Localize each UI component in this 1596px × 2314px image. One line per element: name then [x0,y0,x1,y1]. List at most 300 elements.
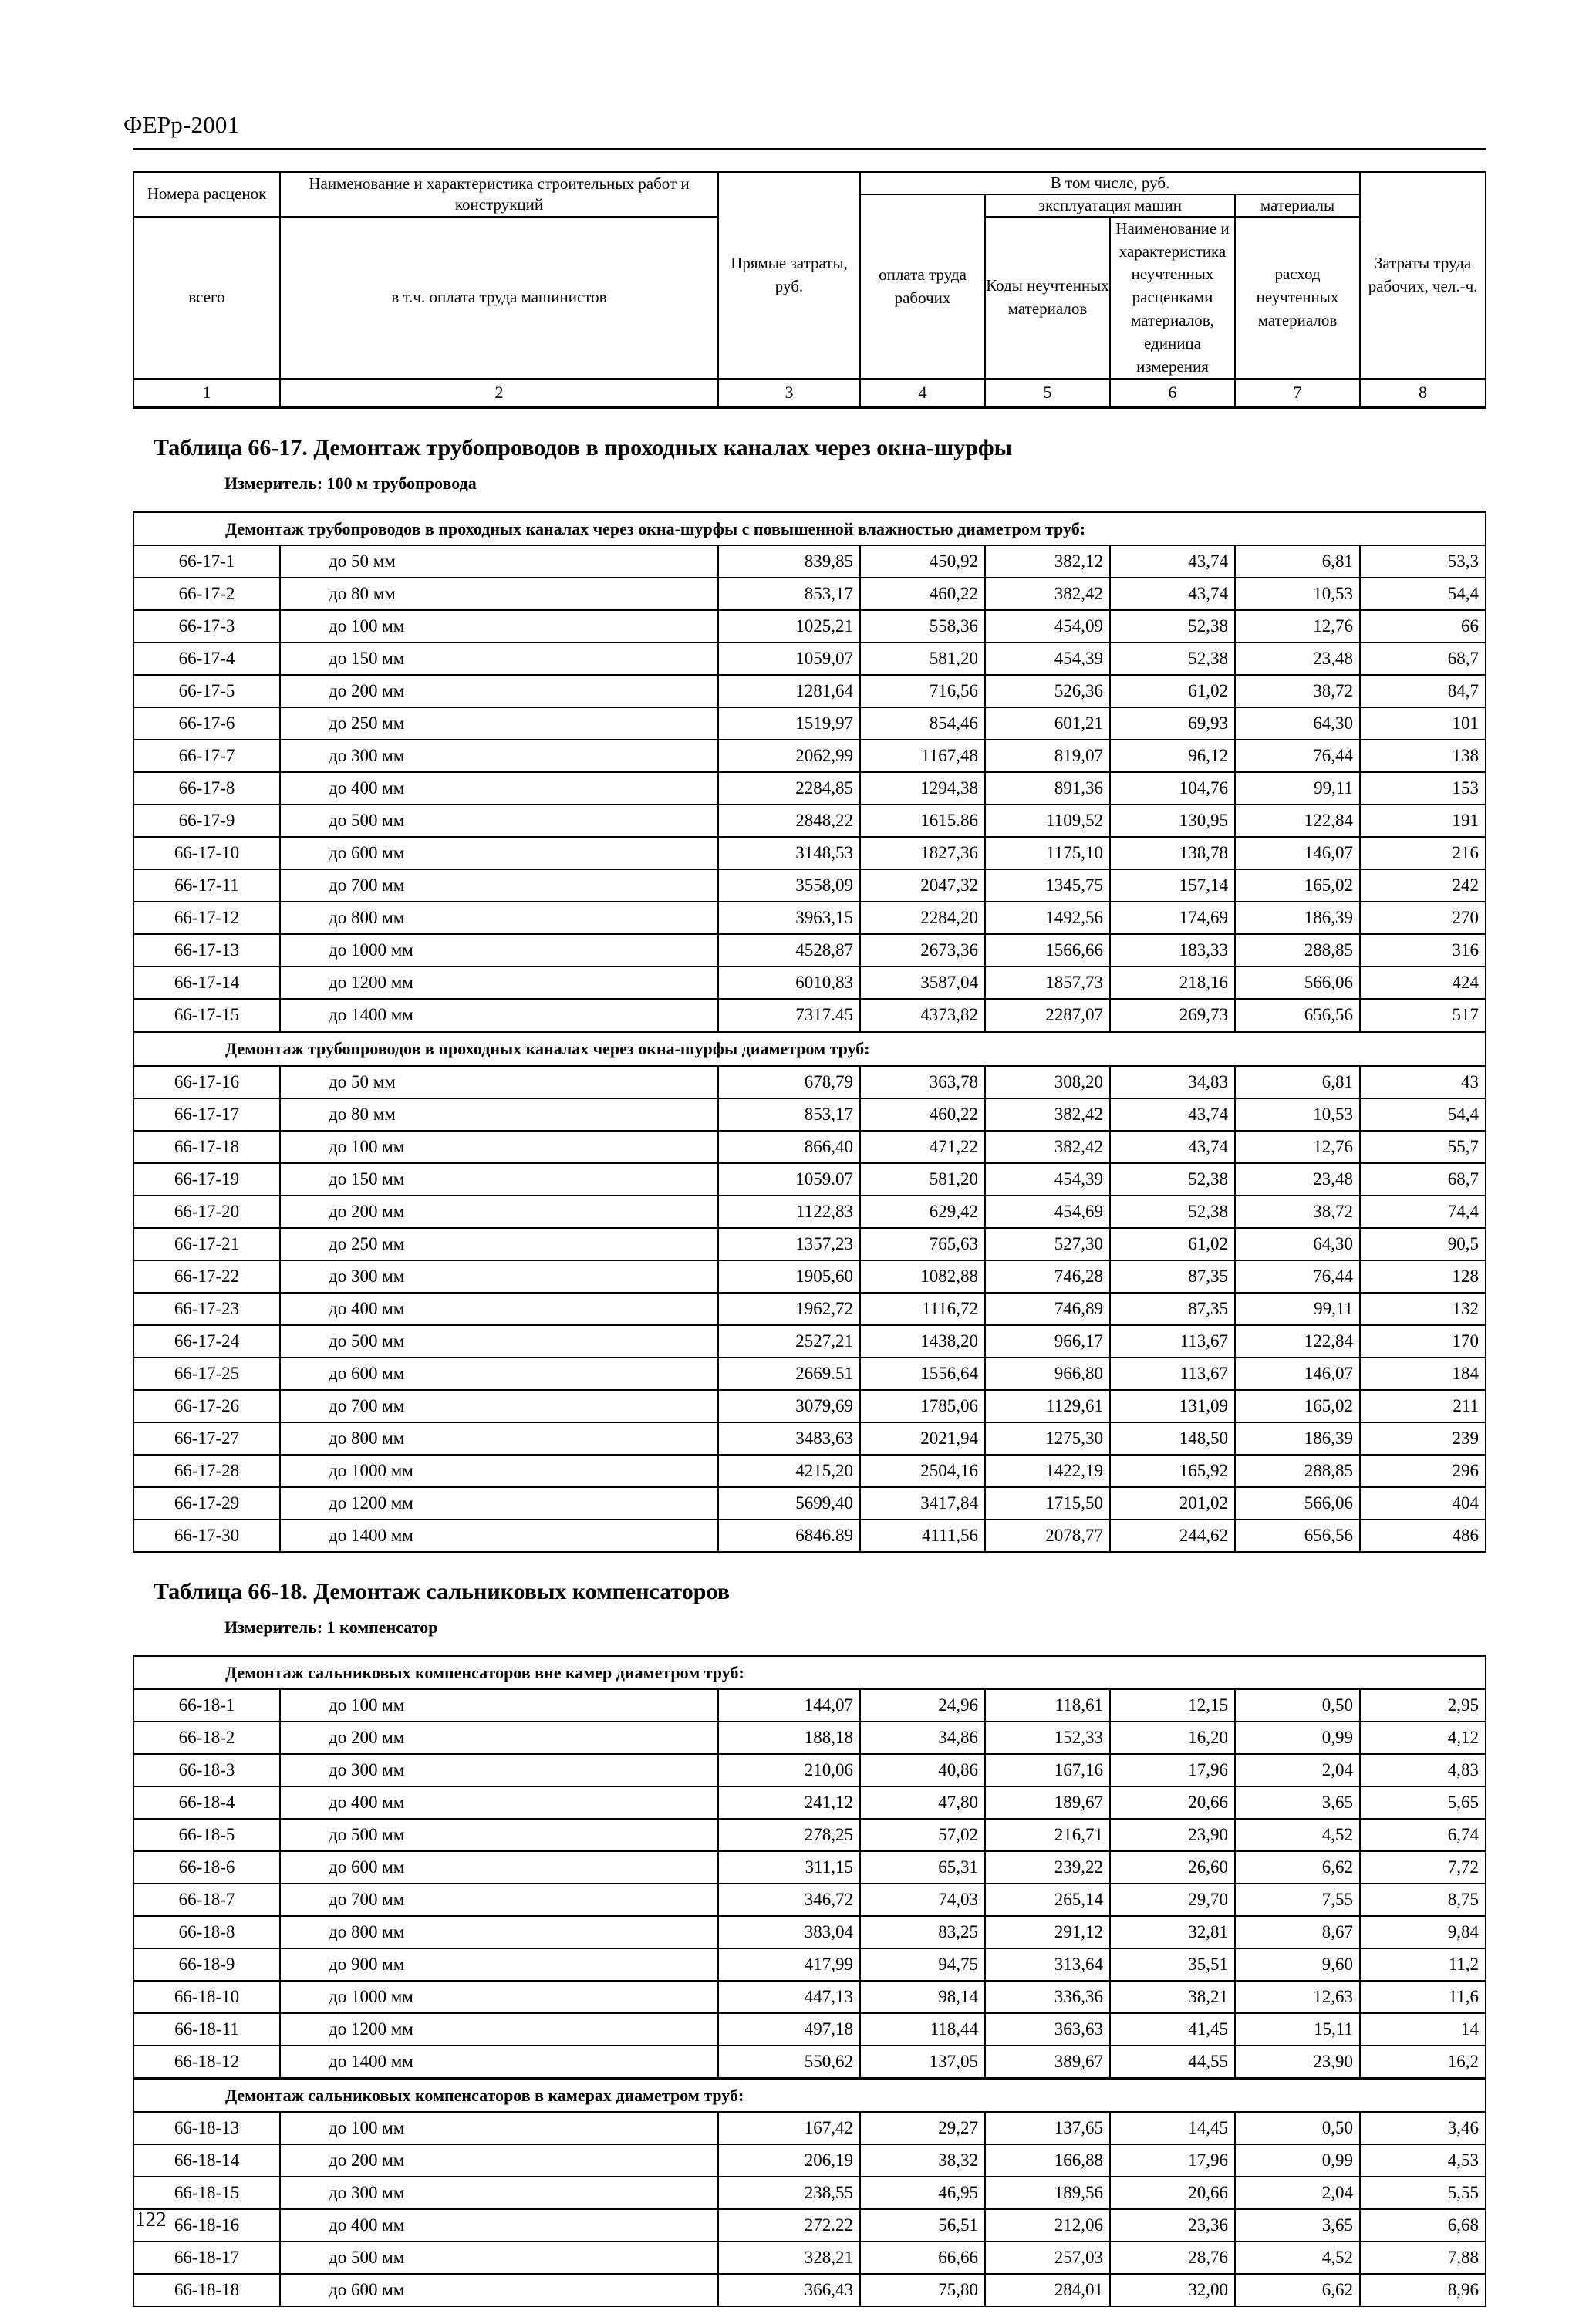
cell-value-7: 99,11 [1235,1293,1360,1325]
cell-code: 66-18-13 [133,2112,280,2144]
table-row [133,1325,1486,1358]
table-row [133,707,1486,740]
cell-name: до 800 мм [280,902,718,934]
cell-value-6: 165,92 [1110,1455,1235,1487]
cell-value-4: 46,95 [860,2177,985,2209]
cell-value-5: 601,21 [985,707,1110,740]
cell-value-6: 157,14 [1110,869,1235,902]
cell-code: 66-17-19 [133,1163,280,1196]
cell-code: 66-17-10 [133,837,280,869]
cell-value-5: 454,09 [985,610,1110,643]
cell-value-3: 4528,87 [718,934,860,966]
cell-value-3: 853,17 [718,578,860,610]
cell-value-7: 8,67 [1235,1916,1360,1948]
cell-code: 66-17-1 [133,545,280,578]
cell-name: до 1400 мм [280,999,718,1032]
cell-value-3: 1519,97 [718,707,860,740]
header-col6: в т.ч. оплата труда машинистов [280,217,718,379]
cell-name: до 300 мм [280,740,718,772]
cell-value-4: 83,25 [860,1916,985,1948]
table-row [133,1487,1486,1520]
cell-value-8: 170 [1360,1325,1486,1358]
cell-value-8: 66 [1360,610,1486,643]
cell-value-4: 34,86 [860,1722,985,1754]
cell-value-5: 2287,07 [985,999,1110,1032]
cell-value-7: 122,84 [1235,805,1360,837]
table-meter: Измеритель: 100 м трубопровода [224,474,477,494]
cell-value-6: 113,67 [1110,1325,1235,1358]
cell-value-3: 2669.51 [718,1358,860,1390]
cell-value-5: 336,36 [985,1981,1110,2013]
cell-value-5: 166,88 [985,2144,1110,2177]
cell-value-8: 270 [1360,902,1486,934]
cell-code: 66-17-22 [133,1260,280,1293]
cell-name: до 300 мм [280,2177,718,2209]
cell-name: до 80 мм [280,578,718,610]
cell-value-8: 5,65 [1360,1786,1486,1819]
table-row [133,1722,1486,1754]
table-row [133,2144,1486,2177]
cell-value-7: 7,55 [1235,1884,1360,1916]
header-group-machines: эксплуатация машин [985,194,1235,217]
cell-code: 66-18-17 [133,2241,280,2274]
cell-code: 66-18-11 [133,2013,280,2046]
cell-value-5: 313,64 [985,1948,1110,1981]
cell-value-4: 2021,94 [860,1422,985,1455]
cell-value-5: 966,80 [985,1358,1110,1390]
cell-value-5: 819,07 [985,740,1110,772]
cell-value-3: 144,07 [718,1689,860,1722]
table-caption-block-1 [133,408,1486,512]
cell-name: до 600 мм [280,2274,718,2306]
table-row [133,2177,1486,2209]
cell-value-8: 90,5 [1360,1228,1486,1260]
cell-name: до 600 мм [280,837,718,869]
cell-value-6: 61,02 [1110,675,1235,707]
table-row [133,1358,1486,1390]
cell-value-4: 1556,64 [860,1358,985,1390]
cell-value-6: 52,38 [1110,1196,1235,1228]
cell-value-5: 382,42 [985,578,1110,610]
cell-value-5: 382,42 [985,1098,1110,1131]
cell-value-6: 52,38 [1110,643,1235,675]
header-col2-bottom: Наименование и характеристика неучтенных расценками материалов, единица измерения [1110,217,1235,379]
table-row [133,902,1486,934]
cell-name: до 50 мм [280,545,718,578]
group-heading-row [133,1032,1486,1066]
table-row [133,1066,1486,1098]
group-heading-row [133,2078,1486,2112]
cell-value-4: 854,46 [860,707,985,740]
cell-value-3: 241,12 [718,1786,860,1819]
cell-value-3: 3963,15 [718,902,860,934]
cell-value-6: 44,55 [1110,2046,1235,2079]
cell-name: до 900 мм [280,1948,718,1981]
cell-value-3: 5699,40 [718,1487,860,1520]
cell-value-8: 2,95 [1360,1689,1486,1722]
cell-name: до 150 мм [280,643,718,675]
cell-value-5: 1345,75 [985,869,1110,902]
column-number-3: 3 [718,379,860,408]
cell-value-8: 296 [1360,1455,1486,1487]
cell-value-8: 6,68 [1360,2209,1486,2241]
cell-value-5: 363,63 [985,2013,1110,2046]
cell-value-4: 98,14 [860,1981,985,2013]
table-row [133,2013,1486,2046]
cell-value-3: 497,18 [718,2013,860,2046]
cell-value-8: 424 [1360,966,1486,999]
cell-code: 66-17-13 [133,934,280,966]
cell-value-8: 101 [1360,707,1486,740]
table-meter: Измеритель: 1 компенсатор [224,1617,438,1637]
cell-value-5: 212,06 [985,2209,1110,2241]
cell-value-7: 165,02 [1235,869,1360,902]
cell-value-3: 3558,09 [718,869,860,902]
cell-value-4: 558,36 [860,610,985,643]
cell-code: 66-17-8 [133,772,280,805]
cell-value-3: 3079,69 [718,1390,860,1422]
table-row [133,966,1486,999]
cell-value-4: 3587,04 [860,966,985,999]
cell-value-5: 291,12 [985,1916,1110,1948]
cell-name: до 1200 мм [280,2013,718,2046]
cell-name: до 200 мм [280,1196,718,1228]
cell-value-3: 188,18 [718,1722,860,1754]
running-head: ФЕРр-2001 [123,111,240,138]
cell-value-7: 6,81 [1235,1066,1360,1098]
cell-code: 66-18-2 [133,1722,280,1754]
cell-name: до 100 мм [280,1131,718,1163]
cell-value-4: 94,75 [860,1948,985,1981]
cell-value-4: 1082,88 [860,1260,985,1293]
cell-value-6: 20,66 [1110,1786,1235,1819]
cell-value-4: 2047,32 [860,869,985,902]
cell-value-5: 382,12 [985,545,1110,578]
cell-name: до 1200 мм [280,966,718,999]
cell-value-8: 8,75 [1360,1884,1486,1916]
table-row [133,1819,1486,1851]
cell-value-5: 382,42 [985,1131,1110,1163]
cell-code: 66-18-16 [133,2209,280,2241]
cell-value-7: 38,72 [1235,1196,1360,1228]
cell-value-7: 23,48 [1235,643,1360,675]
cell-value-3: 328,21 [718,2241,860,2274]
cell-value-5: 527,30 [985,1228,1110,1260]
cell-value-5: 1109,52 [985,805,1110,837]
cell-name: до 700 мм [280,869,718,902]
cell-value-5: 167,16 [985,1754,1110,1786]
cell-value-4: 47,80 [860,1786,985,1819]
cell-value-8: 53,3 [1360,545,1486,578]
column-number-row [133,379,1486,408]
cell-code: 66-17-29 [133,1487,280,1520]
cell-value-6: 87,35 [1110,1293,1235,1325]
cell-value-6: 52,38 [1110,610,1235,643]
cell-value-3: 383,04 [718,1916,860,1948]
cell-name: до 1000 мм [280,1981,718,2013]
cell-code: 66-18-8 [133,1916,280,1948]
cell-value-7: 9,60 [1235,1948,1360,1981]
column-number-6: 6 [1110,379,1235,408]
cell-value-6: 41,45 [1110,2013,1235,2046]
cell-value-6: 28,76 [1110,2241,1235,2274]
cell-value-8: 316 [1360,934,1486,966]
cell-code: 66-17-23 [133,1293,280,1325]
table-header-row-1 [133,172,1486,194]
cell-name: до 1000 мм [280,934,718,966]
column-number-8: 8 [1360,379,1486,408]
cell-value-5: 1492,56 [985,902,1110,934]
caption-cell [133,1552,1486,1656]
cell-value-4: 450,92 [860,545,985,578]
cell-value-5: 1129,61 [985,1390,1110,1422]
cell-value-7: 0,50 [1235,2112,1360,2144]
table-caption-block-2 [133,1552,1486,1656]
cell-value-7: 566,06 [1235,966,1360,999]
cell-value-5: 137,65 [985,2112,1110,2144]
group-heading: Демонтаж сальниковых компенсаторов в камерах диаметром труб: [133,2078,1486,2112]
cell-value-8: 54,4 [1360,578,1486,610]
cell-code: 66-18-15 [133,2177,280,2209]
table-row [133,1948,1486,1981]
cell-value-8: 404 [1360,1487,1486,1520]
cell-value-7: 4,52 [1235,2241,1360,2274]
cell-code: 66-17-28 [133,1455,280,1487]
cell-value-8: 184 [1360,1358,1486,1390]
cell-value-6: 32,81 [1110,1916,1235,1948]
cell-value-8: 517 [1360,999,1486,1032]
cell-value-5: 152,33 [985,1722,1110,1754]
cell-value-8: 43 [1360,1066,1486,1098]
cell-value-7: 165,02 [1235,1390,1360,1422]
cell-value-7: 3,65 [1235,1786,1360,1819]
cell-value-3: 366,43 [718,2274,860,2306]
cell-value-8: 54,4 [1360,1098,1486,1131]
cell-value-8: 486 [1360,1520,1486,1552]
cell-name: до 600 мм [280,1851,718,1884]
cell-value-4: 1615.86 [860,805,985,837]
cell-value-8: 242 [1360,869,1486,902]
cell-value-3: 2848,22 [718,805,860,837]
cell-code: 66-17-25 [133,1358,280,1390]
cell-value-5: 966,17 [985,1325,1110,1358]
cell-name: до 250 мм [280,1228,718,1260]
price-table [133,171,1486,2307]
cell-value-8: 4,83 [1360,1754,1486,1786]
cell-code: 66-17-7 [133,740,280,772]
cell-code: 66-18-6 [133,1851,280,1884]
cell-value-4: 57,02 [860,1819,985,1851]
cell-value-6: 174,69 [1110,902,1235,934]
cell-value-4: 118,44 [860,2013,985,2046]
cell-name: до 400 мм [280,1786,718,1819]
cell-value-8: 55,7 [1360,1131,1486,1163]
cell-value-6: 43,74 [1110,1131,1235,1163]
table-row [133,2046,1486,2079]
cell-value-3: 210,06 [718,1754,860,1786]
cell-value-3: 3483,63 [718,1422,860,1455]
cell-code: 66-17-20 [133,1196,280,1228]
cell-name: до 300 мм [280,1260,718,1293]
cell-value-4: 74,03 [860,1884,985,1916]
column-number-5: 5 [985,379,1110,408]
header-col1-top: Номера расценок [133,172,280,217]
cell-value-7: 122,84 [1235,1325,1360,1358]
cell-value-7: 2,04 [1235,1754,1360,1786]
table-row [133,578,1486,610]
running-head-rule [133,148,1486,150]
cell-code: 66-17-16 [133,1066,280,1098]
cell-name: до 50 мм [280,1066,718,1098]
cell-code: 66-18-3 [133,1754,280,1786]
header-col5: всего [133,217,280,379]
cell-value-6: 244,62 [1110,1520,1235,1552]
cell-value-3: 6010,83 [718,966,860,999]
cell-code: 66-17-4 [133,643,280,675]
column-number-7: 7 [1235,379,1360,408]
cell-code: 66-18-7 [133,1884,280,1916]
cell-value-6: 201,02 [1110,1487,1235,1520]
cell-value-4: 363,78 [860,1066,985,1098]
cell-value-8: 211 [1360,1390,1486,1422]
cell-name: до 400 мм [280,2209,718,2241]
cell-code: 66-17-11 [133,869,280,902]
cell-value-3: 678,79 [718,1066,860,1098]
cell-code: 66-17-21 [133,1228,280,1260]
cell-value-4: 40,86 [860,1754,985,1786]
group-heading: Демонтаж трубопроводов в проходных каналах через окна-шурфы с повышенной влажностью диаметром труб: [133,512,1486,546]
cell-name: до 800 мм [280,1422,718,1455]
cell-value-5: 1715,50 [985,1487,1110,1520]
cell-value-3: 3148,53 [718,837,860,869]
cell-value-6: 34,83 [1110,1066,1235,1098]
cell-code: 66-18-1 [133,1689,280,1722]
cell-value-8: 3,46 [1360,2112,1486,2144]
cell-value-4: 2504,16 [860,1455,985,1487]
cell-value-6: 23,90 [1110,1819,1235,1851]
cell-name: до 1400 мм [280,1520,718,1552]
cell-value-7: 3,65 [1235,2209,1360,2241]
table-row [133,999,1486,1032]
table-title: Таблица 66-17. Демонтаж трубопроводов в проходных каналах через окна-шурфы [154,435,1013,461]
cell-value-6: 16,20 [1110,1722,1235,1754]
cell-code: 66-18-12 [133,2046,280,2079]
cell-value-3: 1059,07 [718,643,860,675]
cell-value-4: 29,27 [860,2112,985,2144]
cell-code: 66-17-6 [133,707,280,740]
cell-name: до 1000 мм [280,1455,718,1487]
cell-value-4: 460,22 [860,578,985,610]
cell-value-6: 269,73 [1110,999,1235,1032]
cell-value-4: 1294,38 [860,772,985,805]
cell-value-7: 4,52 [1235,1819,1360,1851]
table-row [133,2274,1486,2306]
cell-value-5: 454,39 [985,643,1110,675]
cell-value-8: 11,2 [1360,1948,1486,1981]
cell-name: до 400 мм [280,772,718,805]
cell-value-7: 99,11 [1235,772,1360,805]
cell-code: 66-17-27 [133,1422,280,1455]
cell-value-3: 1281,64 [718,675,860,707]
cell-value-6: 96,12 [1110,740,1235,772]
cell-name: до 150 мм [280,1163,718,1196]
cell-value-8: 153 [1360,772,1486,805]
header-group-total: В том числе, руб. [860,172,1360,194]
table-row [133,545,1486,578]
cell-value-7: 0,99 [1235,2144,1360,2177]
cell-value-6: 218,16 [1110,966,1235,999]
cell-value-8: 216 [1360,837,1486,869]
cell-value-8: 7,88 [1360,2241,1486,2274]
cell-value-7: 656,56 [1235,1520,1360,1552]
cell-value-4: 1785,06 [860,1390,985,1422]
cell-value-7: 64,30 [1235,707,1360,740]
cell-value-8: 6,74 [1360,1819,1486,1851]
cell-value-5: 265,14 [985,1884,1110,1916]
cell-name: до 700 мм [280,1390,718,1422]
cell-value-4: 137,05 [860,2046,985,2079]
cell-value-5: 1857,73 [985,966,1110,999]
cell-name: до 400 мм [280,1293,718,1325]
header-col7: расход неучтенных материалов [1235,217,1360,379]
cell-value-3: 447,13 [718,1981,860,2013]
table-row [133,869,1486,902]
cell-value-5: 284,01 [985,2274,1110,2306]
cell-value-6: 104,76 [1110,772,1235,805]
cell-value-4: 38,32 [860,2144,985,2177]
cell-value-5: 308,20 [985,1066,1110,1098]
cell-code: 66-18-10 [133,1981,280,2013]
table-row [133,740,1486,772]
cell-value-8: 191 [1360,805,1486,837]
cell-value-5: 216,71 [985,1819,1110,1851]
cell-value-6: 43,74 [1110,1098,1235,1131]
cell-value-5: 1275,30 [985,1422,1110,1455]
cell-value-4: 3417,84 [860,1487,985,1520]
cell-name: до 100 мм [280,2112,718,2144]
cell-value-7: 23,48 [1235,1163,1360,1196]
cell-value-8: 5,55 [1360,2177,1486,2209]
cell-value-7: 288,85 [1235,1455,1360,1487]
cell-value-5: 454,69 [985,1196,1110,1228]
table-row [133,2209,1486,2241]
cell-code: 66-17-12 [133,902,280,934]
cell-value-5: 746,89 [985,1293,1110,1325]
cell-value-5: 454,39 [985,1163,1110,1196]
cell-value-3: 1122,83 [718,1196,860,1228]
cell-value-4: 1167,48 [860,740,985,772]
cell-code: 66-17-26 [133,1390,280,1422]
cell-value-4: 581,20 [860,1163,985,1196]
cell-name: до 500 мм [280,1819,718,1851]
header-col8: Затраты труда рабочих, чел.-ч. [1360,172,1486,379]
cell-value-3: 550,62 [718,2046,860,2079]
cell-value-3: 278,25 [718,1819,860,1851]
cell-value-4: 2673,36 [860,934,985,966]
table-row [133,1884,1486,1916]
cell-value-8: 4,53 [1360,2144,1486,2177]
cell-code: 66-17-18 [133,1131,280,1163]
cell-value-8: 128 [1360,1260,1486,1293]
cell-name: до 600 мм [280,1358,718,1390]
cell-value-7: 38,72 [1235,675,1360,707]
cell-code: 66-17-17 [133,1098,280,1131]
cell-value-8: 68,7 [1360,1163,1486,1196]
header-group-materials: материалы [1235,194,1360,217]
cell-code: 66-17-30 [133,1520,280,1552]
cell-value-5: 189,67 [985,1786,1110,1819]
header-col2-top: Наименование и характеристика строительных работ и конструкций [280,172,718,217]
